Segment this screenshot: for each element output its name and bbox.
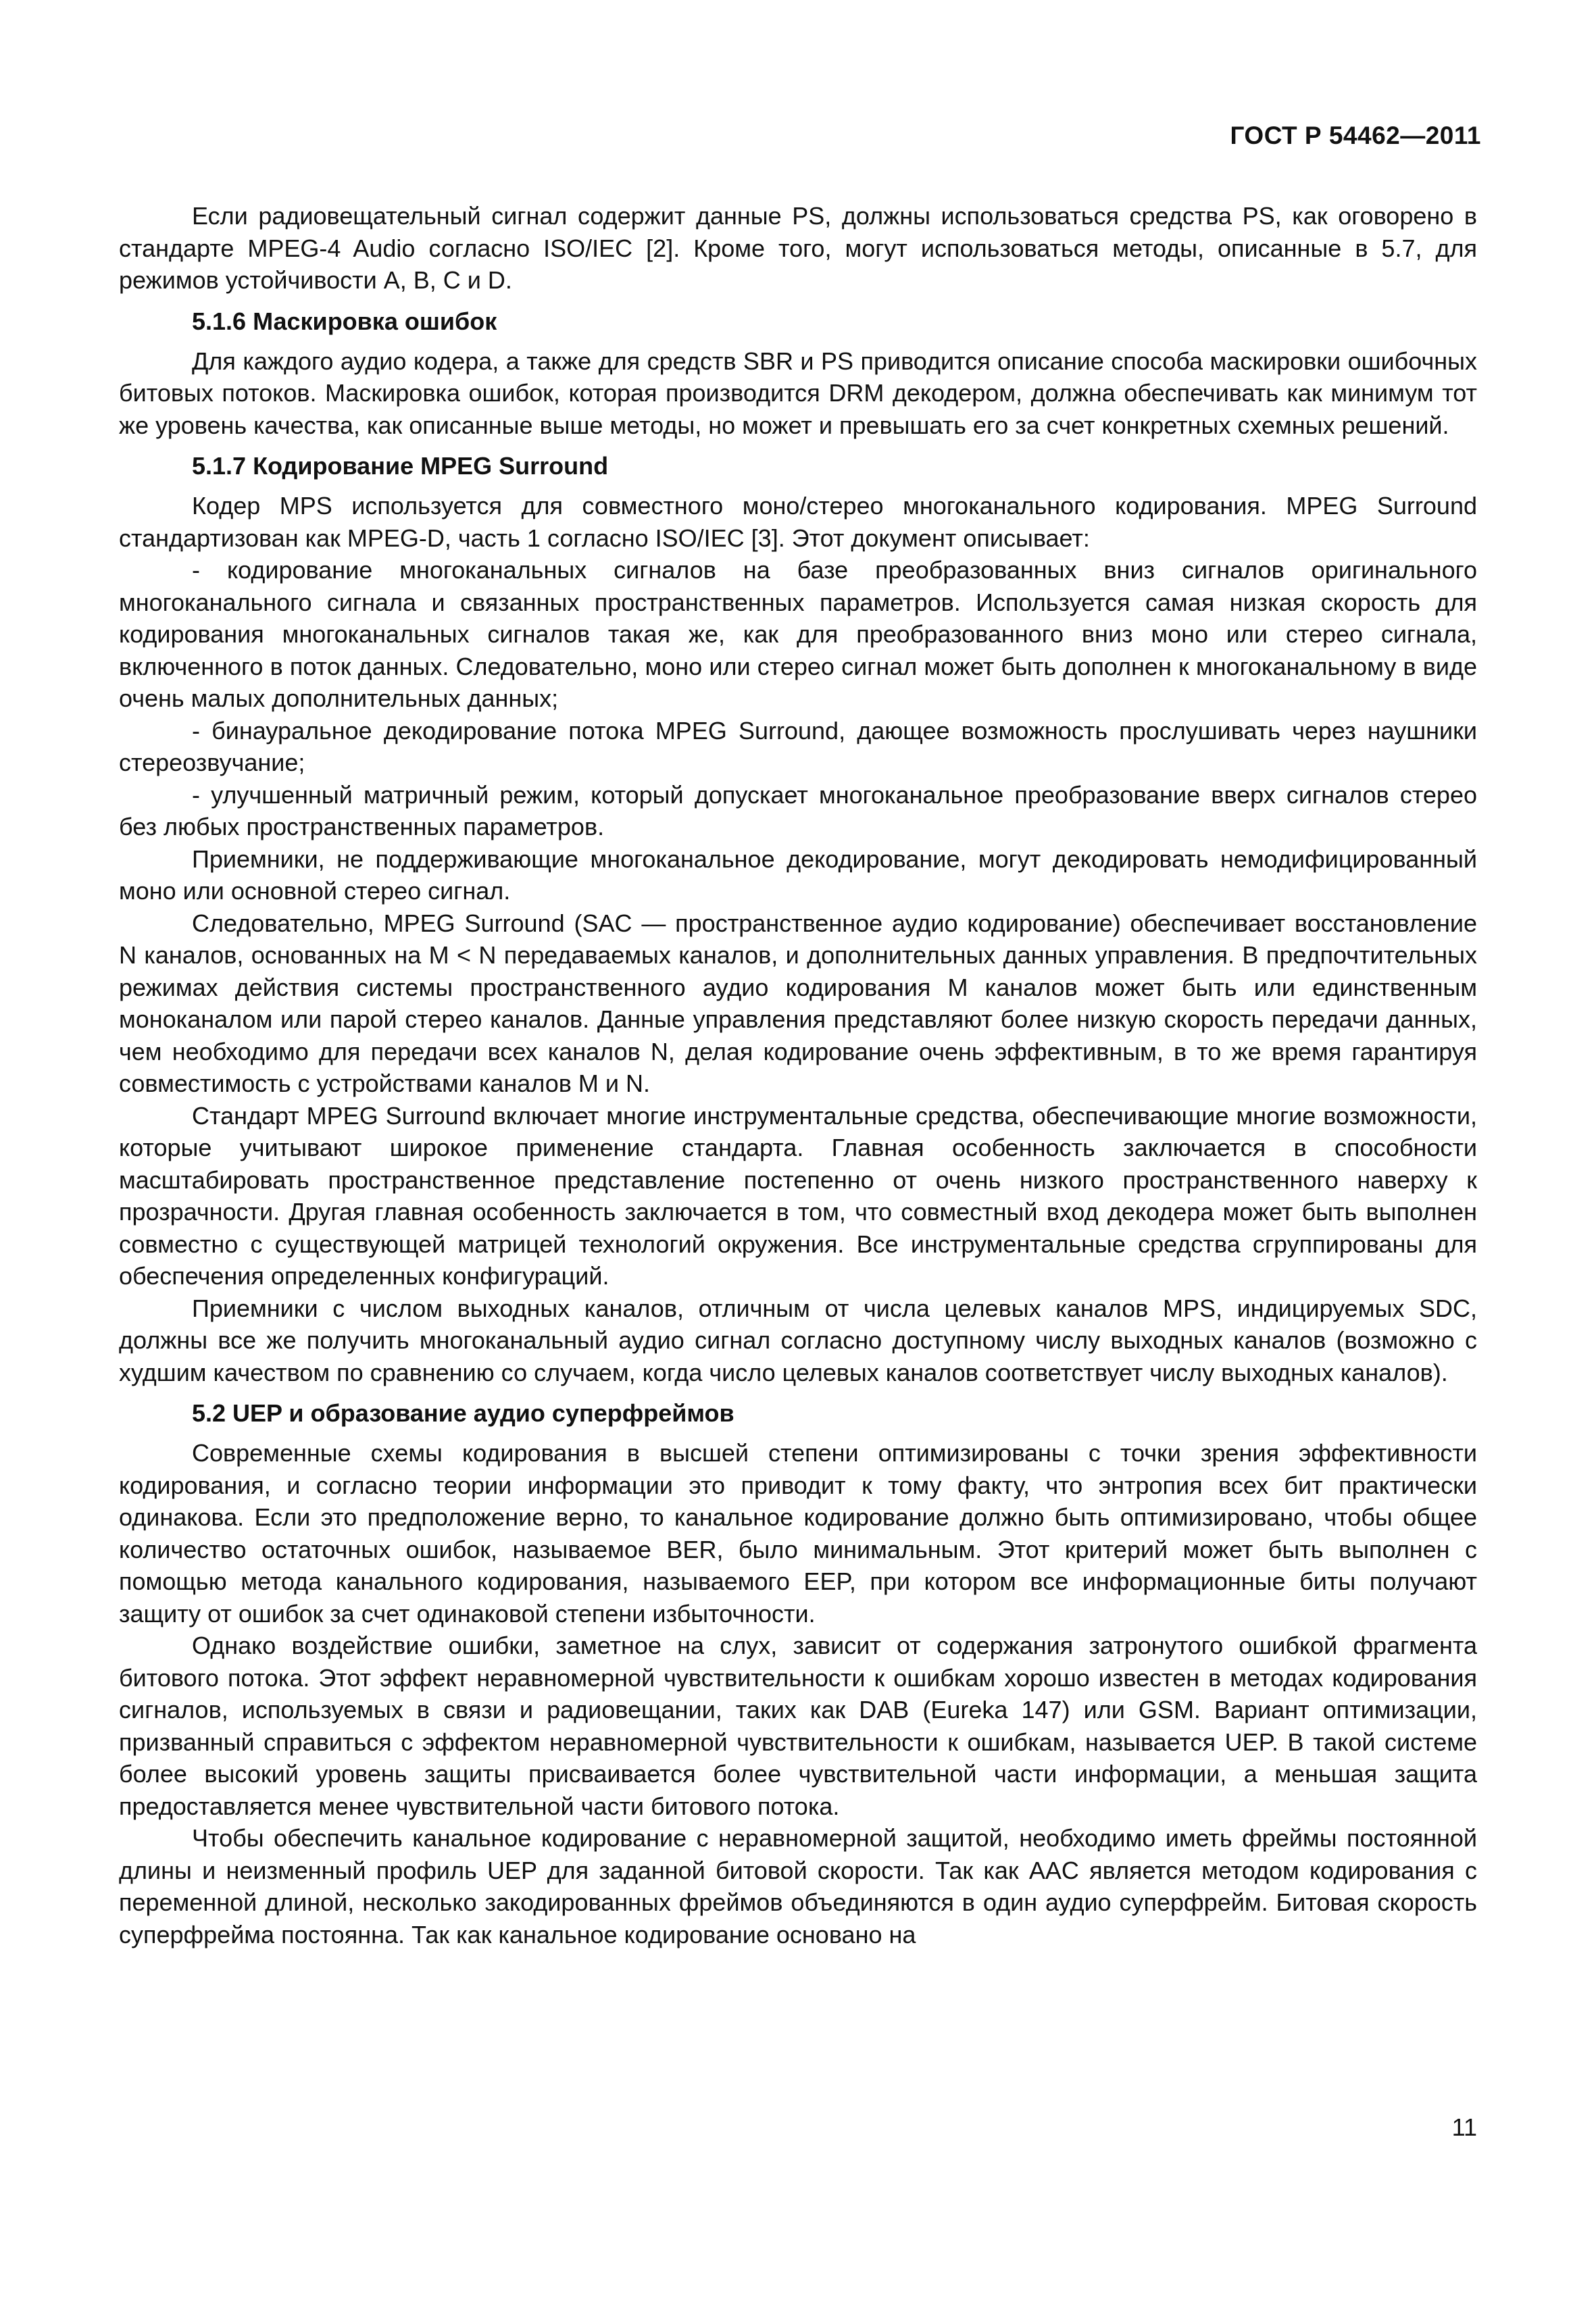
paragraph: Приемники с числом выходных каналов, отличным от числа целевых каналов MPS, индицируемых SDC, должны все же получить многоканальный аудио сигнал согласно доступному числу выходных каналов (возможно с худшим качеством по сравнению со случаем, когда число целевых каналов соответствует числу выходных каналов). — [119, 1294, 1477, 1386]
section-heading-5-1-7: 5.1.7 Кодирование MPEG Surround — [192, 452, 609, 480]
list-item: - улучшенный матричный режим, который допускает многоканальное преобразование вверх сигналов стерео без любых пространственных параметров. — [119, 780, 1477, 840]
paragraph: Если радиовещательный сигнал содержит данные PS, должны использоваться средства PS, как оговорено в стандарте MPEG-4 Audio согласно ISO/IEC [2]. Кроме того, могут использоваться методы, описанные в 5.7, для режимов устойчивости A, B, C и D. — [119, 202, 1477, 294]
paragraph: Чтобы обеспечить канальное кодирование с неравномерной защитой, необходимо иметь фреймы постоянной длины и неизменный профиль UEP для заданной битовой скорости. Так как AAC является методом кодирования с переменной длиной, несколько закодированных фреймов объединяются в один аудио суперфрейм. Битовая скорость суперфрейма постоянна. Так как канальное кодирование основано на — [119, 1824, 1477, 1948]
page-body — [119, 200, 1477, 1951]
section-heading-5-2: 5.2 UEP и образование аудио суперфреймов — [192, 1399, 734, 1427]
section-heading-5-1-6: 5.1.6 Маскировка ошибок — [192, 307, 497, 335]
paragraph: Приемники, не поддерживающие многоканальное декодирование, могут декодировать немодифицированный моно или основной стерео сигнал. — [119, 845, 1477, 905]
document-id-header: ГОСТ Р 54462—2011 — [1230, 122, 1481, 149]
paragraph: Стандарт MPEG Surround включает многие инструментальные средства, обеспечивающие многие возможности, которые учитывают широкое применение стандарта. Главная особенность заключается в способности масштабировать пространственное представление постепенно от очень низкого пространственного наверху к прозрачности. Другая главная особенность заключается в том, что совместный вход декодера может быть выполнен совместно с существующей матрицей технологий окружения. Все инструментальные средства сгруппированы для обеспечения определенных конфигураций. — [119, 1101, 1477, 1290]
list-item: - кодирование многоканальных сигналов на базе преобразованных вниз сигналов оригинального многоканального сигнала и связанных пространственных параметров. Используется самая низкая скорость для кодирования многоканальных сигналов такая же, как для преобразованного вниз моно или стерео сигнала, включенного в поток данных. Следовательно, моно или стерео сигнал может быть дополнен к многоканальному в виде очень малых дополнительных данных; — [119, 556, 1477, 712]
list-item: - бинауральное декодирование потока MPEG Surround, дающее возможность прослушивать через наушники стереозвучание; — [119, 716, 1477, 776]
paragraph: Следовательно, MPEG Surround (SAC — пространственное аудио кодирование) обеспечивает восстановление N каналов, основанных на M < N передаваемых каналов, и дополнительных данных управления. В предпочтительных режимах действия системы пространственного аудио кодирования M каналов может быть или единственным моноканалом или парой стерео каналов. Данные управления представляют более низкую скорость передачи данных, чем необходимо для передачи всех каналов N, делая кодирование очень эффективным, в то же время гарантируя совместимость с устройствами каналов M и N. — [119, 909, 1477, 1097]
paragraph: Кодер MPS используется для совместного моно/стерео многоканального кодирования. MPEG Surround стандартизован как MPEG-D, часть 1 согласно ISO/IEC [3]. Этот документ описывает: — [119, 492, 1477, 552]
paragraph: Для каждого аудио кодера, а также для средств SBR и PS приводится описание способа маскировки ошибочных битовых потоков. Маскировка ошибок, которая производится DRM декодером, должна обеспечивать как минимум тот же уровень качества, как описанные выше методы, но может и превышать его за счет конкретных схемных решений. — [119, 347, 1477, 439]
paragraph: Современные схемы кодирования в высшей степени оптимизированы с точки зрения эффективности кодирования, и согласно теории информации это приводит к тому факту, что энтропия всех бит практически одинакова. Если это предположение верно, то канальное кодирование должно быть оптимизировано, чтобы общее количество остаточных ошибок, называемое BER, было минимальным. Этот критерий может быть выполнен с помощью метода канального кодирования, называемого EEP, при котором все информационные биты получают защиту от ошибок за счет одинаковой степени избыточности. — [119, 1439, 1477, 1628]
page-number: 11 — [1451, 2113, 1477, 2141]
paragraph: Однако воздействие ошибки, заметное на слух, зависит от содержания затронутого ошибкой фрагмента битового потока. Этот эффект неравномерной чувствительности к ошибкам хорошо известен в методах кодирования сигналов, используемых в связи и радиовещании, таких как DAB (Eureka 147) или GSM. Вариант оптимизации, призванный справиться с эффектом неравномерной чувствительности к ошибкам, называется UEP. В такой системе более высокий уровень защиты присваивается более чувствительной части информации, а меньшая защита предоставляется менее чувствительной части битового потока. — [119, 1632, 1477, 1820]
